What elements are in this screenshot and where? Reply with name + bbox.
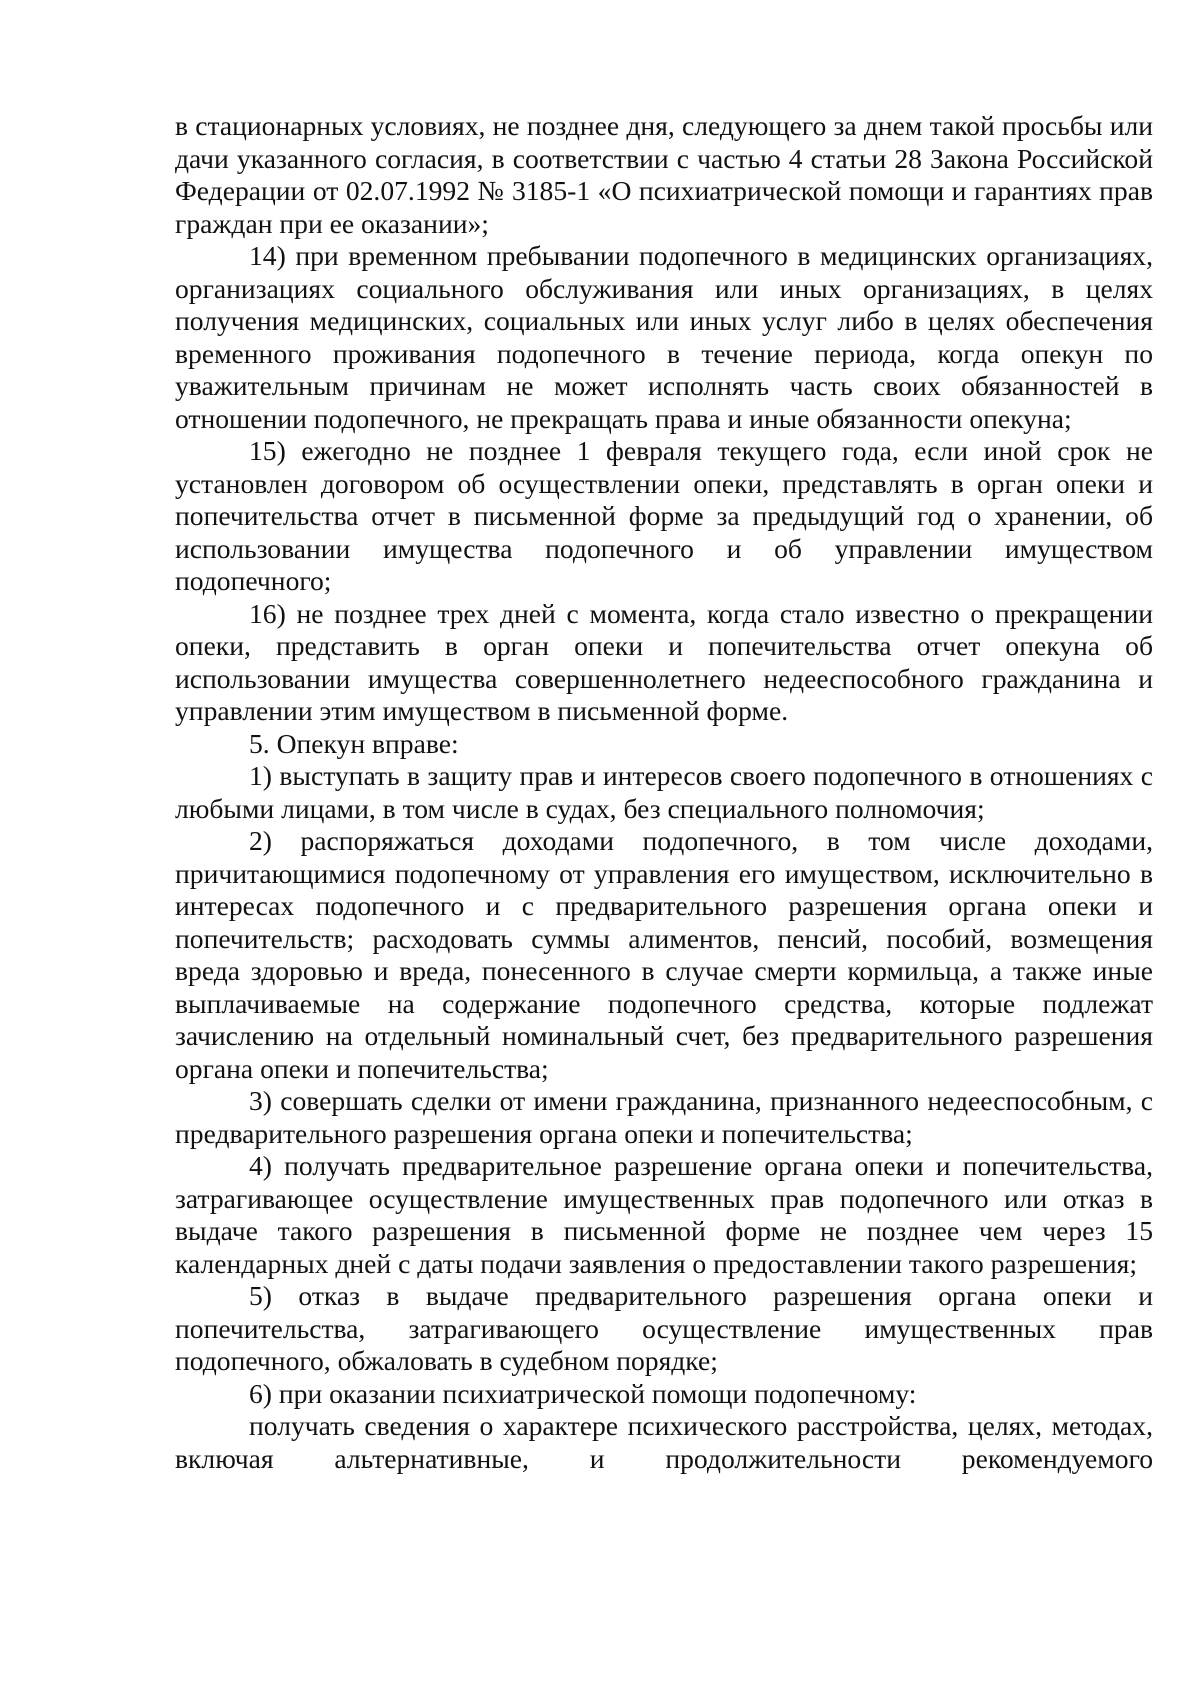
- paragraph-right-4: 4) получать предварительное разрешение органа опеки и попечительства, затрагивающее осуществление имущественных прав подопечного или отказ в выдаче такого разрешения в письменной форме не позднее чем через 15 календарных дней с даты подачи заявления о предоставлении такого разрешения;: [175, 1150, 1153, 1279]
- paragraph-right-6-subitem: получать сведения о характере психического расстройства, целях, методах, включая альтернативные, и продолжительности рекомендуемого: [175, 1410, 1153, 1474]
- paragraph-right-5: 5) отказ в выдаче предварительного разрешения органа опеки и попечительства, затрагивающего осуществление имущественных прав подопечного, обжаловать в судебном порядке;: [175, 1280, 1153, 1376]
- paragraph-right-1: 1) выступать в защиту прав и интересов своего подопечного в отношениях с любыми лицами, в том числе в судах, без специального полномочия;: [175, 760, 1153, 824]
- paragraph-item-15: 15) ежегодно не позднее 1 февраля текущего года, если иной срок не установлен договором об осуществлении опеки, представлять в орган опеки и попечительства отчет в письменной форме за предыдущий год о хранении, об использовании имущества подопечного и об управлении имуществом подопечного;: [175, 435, 1153, 596]
- paragraph-right-6: 6) при оказании психиатрической помощи подопечному:: [249, 1377, 917, 1409]
- paragraph-item-14: 14) при временном пребывании подопечного в медицинских организациях, организациях социального обслуживания или иных организациях, в целях получения медицинских, социальных или иных услуг либо в целях обеспечения временного проживания подопечного в течение периода, когда опекун по уважительным причинам не может исполнять часть своих обязанностей в отношении подопечного, не прекращать права и иные обязанности опекуна;: [175, 240, 1153, 434]
- paragraph-item-16: 16) не позднее трех дней с момента, когда стало известно о прекращении опеки, представить в орган опеки и попечительства отчет опекуна об использовании имущества совершеннолетнего недееспособного гражданина и управлении этим имуществом в письменной форме.: [175, 597, 1153, 726]
- paragraph-right-2: 2) распоряжаться доходами подопечного, в том числе доходами, причитающимися подопечному от управления его имуществом, исключительно в интересах подопечного и с предварительного разрешения органа опеки и попечительств; расходовать суммы алиментов, пенсий, пособий, возмещения вреда здоровью и вреда, понесенного в случае смерти кормильца, а также иные выплачиваемые на содержание подопечного средства, которые подлежат зачислению на отдельный номинальный счет, без предварительного разрешения органа опеки и попечительства;: [175, 825, 1153, 1084]
- document-page: [175, 110, 1153, 1475]
- paragraph-section-5-heading: 5. Опекун вправе:: [249, 727, 459, 759]
- paragraph-right-3: 3) совершать сделки от имени гражданина, признанного недееспособным, с предварительного разрешения органа опеки и попечительства;: [175, 1085, 1153, 1149]
- paragraph-continuation: в стационарных условиях, не позднее дня, следующего за днем такой просьбы или дачи указанного согласия, в соответствии с частью 4 статьи 28 Закона Российской Федерации от 02.07.1992 № 3185-1 «О психиатрической помощи и гарантиях прав граждан при ее оказании»;: [175, 110, 1153, 239]
